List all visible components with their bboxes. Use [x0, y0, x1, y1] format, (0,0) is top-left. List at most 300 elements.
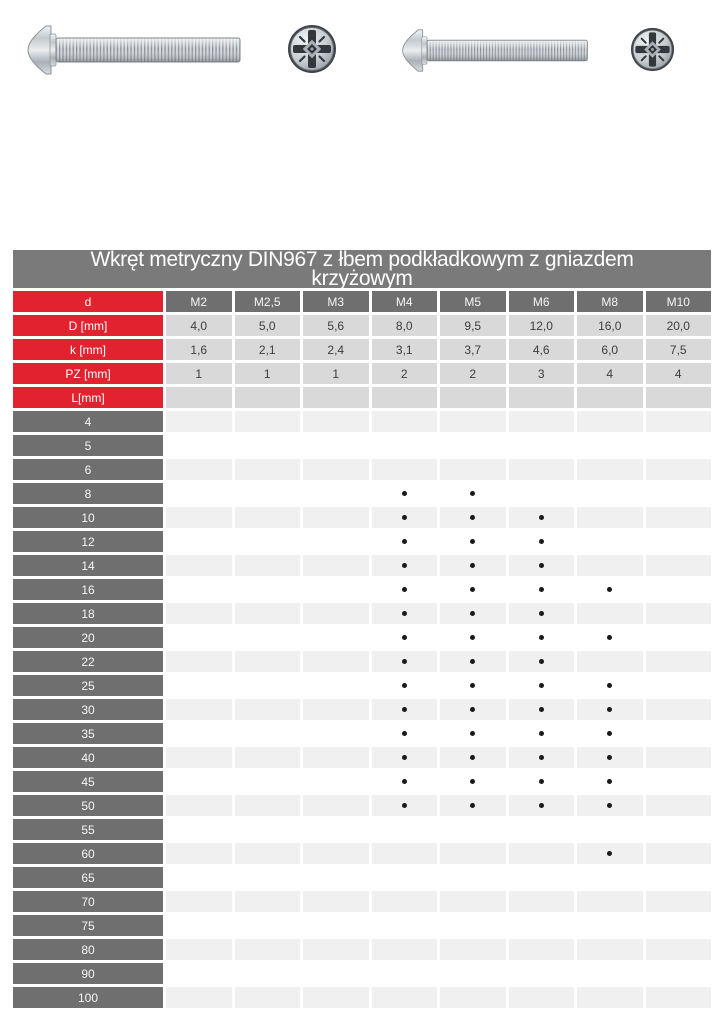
availability-cell — [509, 507, 575, 528]
availability-cell — [372, 675, 438, 696]
availability-cell — [166, 651, 232, 672]
spec-row-label: k [mm] — [13, 339, 163, 360]
spec-value: 3,1 — [372, 339, 438, 360]
column-header-M3: M3 — [303, 291, 369, 312]
availability-cell — [509, 795, 575, 816]
availability-cell — [235, 963, 301, 984]
screw-side-photo-2 — [400, 29, 590, 72]
availability-cell — [577, 819, 643, 840]
availability-dot — [607, 707, 612, 712]
availability-cell — [372, 603, 438, 624]
length-label: 4 — [13, 411, 163, 432]
availability-cell — [577, 411, 643, 432]
availability-dot — [470, 803, 475, 808]
availability-dot — [607, 635, 612, 640]
availability-cell — [440, 867, 506, 888]
spec-value: 4,6 — [509, 339, 575, 360]
availability-cell — [440, 987, 506, 1008]
table-title — [13, 250, 711, 288]
length-label: 12 — [13, 531, 163, 552]
availability-dot — [607, 683, 612, 688]
length-label: 5 — [13, 435, 163, 456]
availability-cell — [577, 843, 643, 864]
availability-cell — [646, 747, 712, 768]
availability-cell — [646, 651, 712, 672]
availability-cell — [646, 483, 712, 504]
availability-dot — [402, 491, 407, 496]
availability-cell — [372, 459, 438, 480]
availability-cell — [166, 819, 232, 840]
availability-cell — [303, 819, 369, 840]
availability-cell — [235, 651, 301, 672]
availability-cell — [235, 987, 301, 1008]
spec-value: 20,0 — [646, 315, 712, 336]
product-photos — [0, 0, 724, 110]
availability-cell — [235, 867, 301, 888]
availability-cell — [509, 555, 575, 576]
spec-value: 7,5 — [646, 339, 712, 360]
availability-dot — [402, 755, 407, 760]
availability-cell — [166, 843, 232, 864]
availability-cell — [440, 603, 506, 624]
availability-cell — [372, 531, 438, 552]
availability-cell — [577, 939, 643, 960]
spec-value: 4 — [646, 363, 712, 384]
availability-cell — [577, 915, 643, 936]
availability-dot — [607, 731, 612, 736]
availability-cell — [646, 939, 712, 960]
l-row-empty-cell — [166, 387, 232, 408]
availability-cell — [577, 651, 643, 672]
spec-value: 4,0 — [166, 315, 232, 336]
spec-value: 1 — [166, 363, 232, 384]
length-label: 30 — [13, 699, 163, 720]
availability-cell — [303, 411, 369, 432]
availability-cell — [440, 915, 506, 936]
length-label: 75 — [13, 915, 163, 936]
availability-dot — [402, 803, 407, 808]
length-label: 60 — [13, 843, 163, 864]
availability-cell — [372, 987, 438, 1008]
availability-cell — [646, 531, 712, 552]
availability-cell — [166, 891, 232, 912]
availability-cell — [440, 411, 506, 432]
availability-cell — [372, 483, 438, 504]
availability-dot — [539, 731, 544, 736]
availability-dot — [470, 683, 475, 688]
length-label: 45 — [13, 771, 163, 792]
availability-dot — [607, 851, 612, 856]
availability-cell — [509, 531, 575, 552]
l-row-empty-cell — [303, 387, 369, 408]
column-header-M10: M10 — [646, 291, 712, 312]
availability-cell — [440, 555, 506, 576]
availability-cell — [577, 507, 643, 528]
availability-cell — [166, 795, 232, 816]
screw-head-photo-2 — [630, 27, 675, 72]
spec-value: 9,5 — [440, 315, 506, 336]
availability-cell — [646, 435, 712, 456]
availability-cell — [646, 579, 712, 600]
availability-cell — [166, 747, 232, 768]
availability-dot — [470, 635, 475, 640]
availability-dot — [470, 779, 475, 784]
availability-cell — [440, 483, 506, 504]
availability-cell — [577, 963, 643, 984]
availability-cell — [440, 675, 506, 696]
spec-value: 2,4 — [303, 339, 369, 360]
availability-cell — [577, 675, 643, 696]
availability-dot — [402, 635, 407, 640]
availability-cell — [372, 891, 438, 912]
availability-cell — [303, 627, 369, 648]
availability-cell — [372, 579, 438, 600]
availability-cell — [303, 987, 369, 1008]
availability-cell — [303, 867, 369, 888]
length-label: 35 — [13, 723, 163, 744]
availability-dot — [470, 563, 475, 568]
availability-cell — [303, 939, 369, 960]
spec-value: 5,6 — [303, 315, 369, 336]
spec-value: 2 — [372, 363, 438, 384]
availability-cell — [577, 867, 643, 888]
availability-dot — [607, 779, 612, 784]
spec-value: 5,0 — [235, 315, 301, 336]
table-title-text: Wkręt metryczny DIN967 z łbem podkładkowym z gniazdem krzyżowym — [90, 248, 634, 290]
availability-cell — [646, 891, 712, 912]
availability-cell — [440, 507, 506, 528]
length-label: 55 — [13, 819, 163, 840]
availability-cell — [235, 699, 301, 720]
availability-cell — [646, 675, 712, 696]
availability-cell — [235, 795, 301, 816]
availability-cell — [509, 603, 575, 624]
availability-cell — [440, 963, 506, 984]
availability-cell — [166, 723, 232, 744]
availability-cell — [303, 435, 369, 456]
availability-cell — [509, 483, 575, 504]
availability-dot — [607, 803, 612, 808]
l-row-empty-cell — [577, 387, 643, 408]
availability-cell — [646, 771, 712, 792]
availability-cell — [577, 699, 643, 720]
availability-cell — [372, 627, 438, 648]
availability-dot — [470, 539, 475, 544]
availability-dot — [470, 659, 475, 664]
spec-value: 1 — [303, 363, 369, 384]
availability-cell — [509, 939, 575, 960]
screw-side-photo-1 — [25, 25, 243, 75]
availability-cell — [303, 771, 369, 792]
availability-cell — [646, 699, 712, 720]
availability-cell — [166, 675, 232, 696]
availability-cell — [235, 915, 301, 936]
l-row-empty-cell — [509, 387, 575, 408]
availability-cell — [509, 579, 575, 600]
availability-cell — [372, 411, 438, 432]
availability-cell — [509, 843, 575, 864]
availability-dot — [470, 587, 475, 592]
availability-cell — [509, 411, 575, 432]
availability-cell — [303, 579, 369, 600]
availability-cell — [577, 483, 643, 504]
availability-cell — [509, 915, 575, 936]
availability-cell — [646, 843, 712, 864]
spec-value: 3,7 — [440, 339, 506, 360]
availability-cell — [509, 435, 575, 456]
length-label: 6 — [13, 459, 163, 480]
availability-cell — [509, 699, 575, 720]
availability-cell — [577, 459, 643, 480]
availability-dot — [539, 755, 544, 760]
availability-cell — [372, 867, 438, 888]
availability-cell — [303, 891, 369, 912]
availability-cell — [235, 411, 301, 432]
availability-cell — [166, 507, 232, 528]
availability-cell — [440, 627, 506, 648]
availability-cell — [646, 867, 712, 888]
column-header-M4: M4 — [372, 291, 438, 312]
availability-cell — [440, 939, 506, 960]
availability-cell — [235, 555, 301, 576]
availability-dot — [607, 587, 612, 592]
availability-dot — [539, 563, 544, 568]
spec-value: 8,0 — [372, 315, 438, 336]
availability-cell — [166, 459, 232, 480]
availability-cell — [440, 819, 506, 840]
availability-cell — [303, 459, 369, 480]
length-label: 10 — [13, 507, 163, 528]
availability-cell — [166, 627, 232, 648]
length-label: 90 — [13, 963, 163, 984]
availability-cell — [577, 627, 643, 648]
availability-dot — [539, 707, 544, 712]
availability-cell — [440, 531, 506, 552]
availability-cell — [440, 795, 506, 816]
availability-cell — [577, 891, 643, 912]
availability-cell — [235, 675, 301, 696]
availability-cell — [303, 603, 369, 624]
availability-cell — [440, 723, 506, 744]
availability-dot — [402, 587, 407, 592]
availability-cell — [440, 891, 506, 912]
availability-cell — [166, 411, 232, 432]
length-label: 16 — [13, 579, 163, 600]
availability-dot — [539, 587, 544, 592]
column-header-M5: M5 — [440, 291, 506, 312]
screw-head-photo-1 — [287, 24, 337, 74]
availability-cell — [440, 747, 506, 768]
availability-cell — [303, 531, 369, 552]
corner-label-d: d — [13, 291, 163, 312]
availability-cell — [166, 963, 232, 984]
availability-cell — [303, 699, 369, 720]
availability-cell — [235, 723, 301, 744]
availability-cell — [646, 507, 712, 528]
availability-cell — [235, 819, 301, 840]
availability-cell — [577, 771, 643, 792]
availability-cell — [166, 579, 232, 600]
length-label: 40 — [13, 747, 163, 768]
availability-cell — [166, 603, 232, 624]
availability-cell — [166, 531, 232, 552]
spec-value: 2 — [440, 363, 506, 384]
length-label: 65 — [13, 867, 163, 888]
availability-cell — [577, 987, 643, 1008]
availability-cell — [303, 675, 369, 696]
length-label: 100 — [13, 987, 163, 1008]
availability-cell — [509, 459, 575, 480]
availability-cell — [303, 483, 369, 504]
availability-cell — [577, 795, 643, 816]
length-label: 25 — [13, 675, 163, 696]
availability-dot — [470, 731, 475, 736]
availability-cell — [166, 435, 232, 456]
availability-cell — [440, 579, 506, 600]
availability-cell — [509, 627, 575, 648]
availability-cell — [372, 555, 438, 576]
availability-cell — [440, 435, 506, 456]
availability-cell — [509, 747, 575, 768]
availability-dot — [607, 755, 612, 760]
availability-cell — [166, 699, 232, 720]
spec-value: 2,1 — [235, 339, 301, 360]
spec-value: 16,0 — [577, 315, 643, 336]
availability-cell — [577, 555, 643, 576]
availability-cell — [235, 531, 301, 552]
spec-value: 1,6 — [166, 339, 232, 360]
availability-cell — [166, 987, 232, 1008]
availability-cell — [303, 795, 369, 816]
availability-cell — [440, 459, 506, 480]
availability-cell — [372, 699, 438, 720]
availability-cell — [166, 483, 232, 504]
column-header-M2,5: M2,5 — [235, 291, 301, 312]
availability-cell — [577, 531, 643, 552]
availability-cell — [235, 891, 301, 912]
availability-cell — [235, 843, 301, 864]
availability-dot — [539, 635, 544, 640]
availability-cell — [166, 939, 232, 960]
length-label: 18 — [13, 603, 163, 624]
availability-cell — [372, 507, 438, 528]
availability-dot — [539, 779, 544, 784]
availability-dot — [539, 515, 544, 520]
availability-cell — [235, 627, 301, 648]
availability-cell — [235, 771, 301, 792]
availability-cell — [303, 723, 369, 744]
availability-cell — [166, 555, 232, 576]
availability-cell — [646, 555, 712, 576]
availability-cell — [303, 507, 369, 528]
availability-cell — [440, 843, 506, 864]
length-label: 80 — [13, 939, 163, 960]
availability-dot — [470, 611, 475, 616]
availability-cell — [166, 915, 232, 936]
spec-row-label: D [mm] — [13, 315, 163, 336]
availability-cell — [372, 963, 438, 984]
l-row-empty-cell — [235, 387, 301, 408]
availability-dot — [402, 779, 407, 784]
availability-cell — [509, 771, 575, 792]
availability-cell — [166, 771, 232, 792]
availability-dot — [539, 683, 544, 688]
availability-cell — [646, 915, 712, 936]
availability-cell — [372, 819, 438, 840]
availability-cell — [235, 747, 301, 768]
availability-cell — [509, 987, 575, 1008]
availability-cell — [166, 867, 232, 888]
availability-cell — [440, 651, 506, 672]
availability-cell — [440, 771, 506, 792]
availability-dot — [402, 611, 407, 616]
availability-cell — [509, 651, 575, 672]
availability-cell — [646, 459, 712, 480]
length-label: 70 — [13, 891, 163, 912]
column-header-M6: M6 — [509, 291, 575, 312]
availability-cell — [235, 435, 301, 456]
availability-cell — [372, 435, 438, 456]
availability-cell — [577, 603, 643, 624]
availability-cell — [372, 723, 438, 744]
spec-value: 3 — [509, 363, 575, 384]
spec-value: 4 — [577, 363, 643, 384]
availability-cell — [372, 915, 438, 936]
availability-cell — [303, 651, 369, 672]
length-label: 8 — [13, 483, 163, 504]
availability-cell — [577, 579, 643, 600]
length-label: 50 — [13, 795, 163, 816]
spec-value: 12,0 — [509, 315, 575, 336]
availability-cell — [646, 723, 712, 744]
availability-cell — [509, 675, 575, 696]
length-label: 20 — [13, 627, 163, 648]
availability-dot — [539, 659, 544, 664]
availability-cell — [509, 867, 575, 888]
l-row-empty-cell — [646, 387, 712, 408]
availability-dot — [470, 755, 475, 760]
availability-dot — [539, 539, 544, 544]
availability-cell — [303, 747, 369, 768]
availability-dot — [470, 491, 475, 496]
column-header-M8: M8 — [577, 291, 643, 312]
availability-cell — [646, 795, 712, 816]
availability-cell — [303, 915, 369, 936]
spec-row-label: PZ [mm] — [13, 363, 163, 384]
availability-dot — [402, 563, 407, 568]
availability-cell — [303, 843, 369, 864]
availability-cell — [235, 483, 301, 504]
availability-dot — [402, 515, 407, 520]
availability-dot — [539, 611, 544, 616]
availability-cell — [372, 843, 438, 864]
availability-cell — [646, 987, 712, 1008]
spec-value: 1 — [235, 363, 301, 384]
availability-cell — [509, 963, 575, 984]
availability-cell — [577, 747, 643, 768]
availability-cell — [646, 603, 712, 624]
din967-spec-table — [13, 250, 711, 1008]
availability-cell — [440, 699, 506, 720]
availability-dot — [402, 707, 407, 712]
availability-cell — [235, 603, 301, 624]
availability-cell — [303, 555, 369, 576]
availability-dot — [470, 707, 475, 712]
length-label: 22 — [13, 651, 163, 672]
availability-cell — [372, 747, 438, 768]
length-label: 14 — [13, 555, 163, 576]
availability-cell — [372, 795, 438, 816]
